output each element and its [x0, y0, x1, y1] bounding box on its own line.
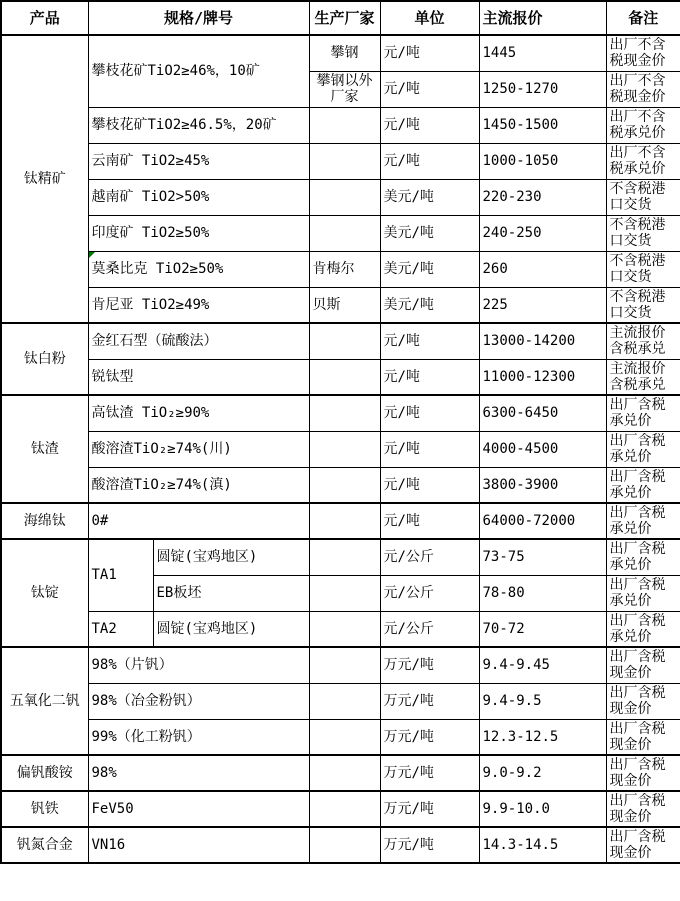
- spec-cell: 酸溶渣TiO₂≥74%(川): [88, 431, 309, 467]
- manufacturer-cell: [309, 143, 380, 179]
- manufacturer-cell: [309, 827, 380, 863]
- table-row: [1, 755, 680, 791]
- table-row: [1, 35, 680, 71]
- price-cell: 9.4-9.45: [479, 647, 606, 683]
- spec-cell: 肯尼亚 TiO2≥49%: [88, 287, 309, 323]
- manufacturer-cell: [309, 611, 380, 647]
- remark-cell: 出厂含税承兑价: [606, 611, 680, 647]
- spec-cell: 攀枝花矿TiO2≥46.5%，20矿: [88, 107, 309, 143]
- manufacturer-cell: 肯梅尔: [309, 251, 380, 287]
- unit-cell: 元/吨: [380, 71, 479, 107]
- price-cell: 1250-1270: [479, 71, 606, 107]
- unit-cell: 万元/吨: [380, 719, 479, 755]
- price-cell: 225: [479, 287, 606, 323]
- price-cell: 78-80: [479, 575, 606, 611]
- header-unit: 单位: [380, 1, 479, 35]
- table-row: [1, 359, 680, 395]
- spec-cell: 金红石型（硫酸法）: [88, 323, 309, 359]
- table-row: [1, 827, 680, 863]
- remark-cell: 出厂含税现金价: [606, 827, 680, 863]
- unit-cell: 万元/吨: [380, 647, 479, 683]
- price-cell: 70-72: [479, 611, 606, 647]
- price-cell: 9.4-9.5: [479, 683, 606, 719]
- remark-cell: 主流报价含税承兑: [606, 323, 680, 359]
- table-row: [1, 719, 680, 755]
- manufacturer-cell: 攀钢以外厂家: [309, 71, 380, 107]
- table-row: [1, 287, 680, 323]
- remark-cell: 出厂含税承兑价: [606, 503, 680, 539]
- unit-cell: 元/吨: [380, 359, 479, 395]
- table-row: [1, 467, 680, 503]
- remark-cell: 出厂含税现金价: [606, 719, 680, 755]
- table-row: [1, 395, 680, 431]
- unit-cell: 元/吨: [380, 143, 479, 179]
- manufacturer-cell: [309, 431, 380, 467]
- product-cell: 钒氮合金: [1, 827, 88, 863]
- product-cell: 钒铁: [1, 791, 88, 827]
- spec-cell: EB板坯: [153, 575, 309, 611]
- remark-cell: 出厂含税现金价: [606, 791, 680, 827]
- price-cell: 1000-1050: [479, 143, 606, 179]
- unit-cell: 元/公斤: [380, 539, 479, 575]
- manufacturer-cell: [309, 755, 380, 791]
- unit-cell: 元/公斤: [380, 575, 479, 611]
- table-row: [1, 251, 680, 287]
- unit-cell: 万元/吨: [380, 683, 479, 719]
- spec-cell: 酸溶渣TiO₂≥74%(滇): [88, 467, 309, 503]
- remark-cell: 出厂含税承兑价: [606, 575, 680, 611]
- unit-cell: 美元/吨: [380, 215, 479, 251]
- remark-cell: 出厂含税承兑价: [606, 539, 680, 575]
- spec-cell: 锐钛型: [88, 359, 309, 395]
- header-spec: 规格/牌号: [88, 1, 309, 35]
- table-row: [1, 503, 680, 539]
- remark-cell: 主流报价含税承兑: [606, 359, 680, 395]
- price-cell: 240-250: [479, 215, 606, 251]
- spec-cell: 越南矿 TiO2>50%: [88, 179, 309, 215]
- unit-cell: 美元/吨: [380, 179, 479, 215]
- spec-cell: 98%: [88, 755, 309, 791]
- product-cell: 五氧化二钒: [1, 647, 88, 755]
- manufacturer-cell: 贝斯: [309, 287, 380, 323]
- unit-cell: 元/吨: [380, 35, 479, 71]
- unit-cell: 万元/吨: [380, 791, 479, 827]
- unit-cell: 元/吨: [380, 107, 479, 143]
- table-row: [1, 683, 680, 719]
- table-row: [1, 431, 680, 467]
- table-row: [1, 143, 680, 179]
- spec-text: 莫桑比克 TiO2≥50%: [91, 261, 224, 277]
- spec-cell: [88, 251, 309, 287]
- unit-cell: 元/吨: [380, 467, 479, 503]
- manufacturer-cell: [309, 395, 380, 431]
- spec-cell: 0#: [88, 503, 309, 539]
- header-remark: 备注: [606, 1, 680, 35]
- manufacturer-cell: 攀钢: [309, 35, 380, 71]
- header-price: 主流报价: [479, 1, 606, 35]
- price-cell: 9.0-9.2: [479, 755, 606, 791]
- manufacturer-cell: [309, 179, 380, 215]
- unit-cell: 美元/吨: [380, 251, 479, 287]
- table-row: [1, 107, 680, 143]
- price-cell: 3800-3900: [479, 467, 606, 503]
- cell-comment-marker-icon: [89, 252, 95, 258]
- remark-cell: 不含税港口交货: [606, 251, 680, 287]
- manufacturer-cell: [309, 467, 380, 503]
- remark-cell: 出厂含税现金价: [606, 683, 680, 719]
- remark-cell: 出厂不含税现金价: [606, 71, 680, 107]
- price-cell: 9.9-10.0: [479, 791, 606, 827]
- price-cell: 220-230: [479, 179, 606, 215]
- manufacturer-cell: [309, 719, 380, 755]
- price-cell: 6300-6450: [479, 395, 606, 431]
- manufacturer-cell: [309, 215, 380, 251]
- price-cell: 13000-14200: [479, 323, 606, 359]
- spec-cell: VN16: [88, 827, 309, 863]
- remark-cell: 出厂含税承兑价: [606, 431, 680, 467]
- manufacturer-cell: [309, 791, 380, 827]
- remark-cell: 不含税港口交货: [606, 215, 680, 251]
- manufacturer-cell: [309, 323, 380, 359]
- spec-cell: 高钛渣 TiO₂≥90%: [88, 395, 309, 431]
- manufacturer-cell: [309, 683, 380, 719]
- table-row: [1, 791, 680, 827]
- spec-cell: 印度矿 TiO2≥50%: [88, 215, 309, 251]
- manufacturer-cell: [309, 107, 380, 143]
- product-cell: 钛锭: [1, 539, 88, 647]
- manufacturer-cell: [309, 503, 380, 539]
- product-cell: 钛精矿: [1, 35, 88, 323]
- remark-cell: 出厂含税现金价: [606, 755, 680, 791]
- remark-cell: 出厂含税承兑价: [606, 395, 680, 431]
- remark-cell: 出厂含税现金价: [606, 647, 680, 683]
- product-cell: 钛白粉: [1, 323, 88, 395]
- remark-cell: 不含税港口交货: [606, 179, 680, 215]
- table-row: [1, 539, 680, 575]
- spec-cell: 圆锭(宝鸡地区): [153, 611, 309, 647]
- manufacturer-cell: [309, 539, 380, 575]
- header-manufacturer: 生产厂家: [309, 1, 380, 35]
- header-row: [1, 1, 680, 35]
- grade-cell: TA2: [88, 611, 153, 647]
- product-cell: 海绵钛: [1, 503, 88, 539]
- unit-cell: 美元/吨: [380, 287, 479, 323]
- spec-cell: 攀枝花矿TiO2≥46%，10矿: [88, 35, 309, 107]
- header-product: 产品: [1, 1, 88, 35]
- spec-cell: FeV50: [88, 791, 309, 827]
- price-cell: 73-75: [479, 539, 606, 575]
- unit-cell: 元/吨: [380, 503, 479, 539]
- price-cell: 4000-4500: [479, 431, 606, 467]
- unit-cell: 元/公斤: [380, 611, 479, 647]
- table-row: [1, 323, 680, 359]
- price-cell: 260: [479, 251, 606, 287]
- price-cell: 1450-1500: [479, 107, 606, 143]
- manufacturer-cell: [309, 359, 380, 395]
- product-cell: 偏钒酸铵: [1, 755, 88, 791]
- price-cell: 11000-12300: [479, 359, 606, 395]
- grade-cell: TA1: [88, 539, 153, 611]
- manufacturer-cell: [309, 575, 380, 611]
- price-cell: 64000-72000: [479, 503, 606, 539]
- table-row: [1, 611, 680, 647]
- price-cell: 14.3-14.5: [479, 827, 606, 863]
- spec-cell: 云南矿 TiO2≥45%: [88, 143, 309, 179]
- unit-cell: 万元/吨: [380, 755, 479, 791]
- spec-cell: 98%（片钒）: [88, 647, 309, 683]
- spec-cell: 99%（化工粉钒）: [88, 719, 309, 755]
- table-row: [1, 215, 680, 251]
- remark-cell: 出厂含税承兑价: [606, 467, 680, 503]
- remark-cell: 不含税港口交货: [606, 287, 680, 323]
- unit-cell: 元/吨: [380, 323, 479, 359]
- price-cell: 12.3-12.5: [479, 719, 606, 755]
- remark-cell: 出厂不含税承兑价: [606, 107, 680, 143]
- unit-cell: 元/吨: [380, 431, 479, 467]
- spec-cell: 98%（冶金粉钒）: [88, 683, 309, 719]
- remark-cell: 出厂不含税现金价: [606, 35, 680, 71]
- price-cell: 1445: [479, 35, 606, 71]
- unit-cell: 元/吨: [380, 395, 479, 431]
- table-row: [1, 647, 680, 683]
- spec-cell: 圆锭(宝鸡地区): [153, 539, 309, 575]
- table-row: [1, 179, 680, 215]
- product-cell: 钛渣: [1, 395, 88, 503]
- remark-cell: 出厂不含税承兑价: [606, 143, 680, 179]
- manufacturer-cell: [309, 647, 380, 683]
- unit-cell: 万元/吨: [380, 827, 479, 863]
